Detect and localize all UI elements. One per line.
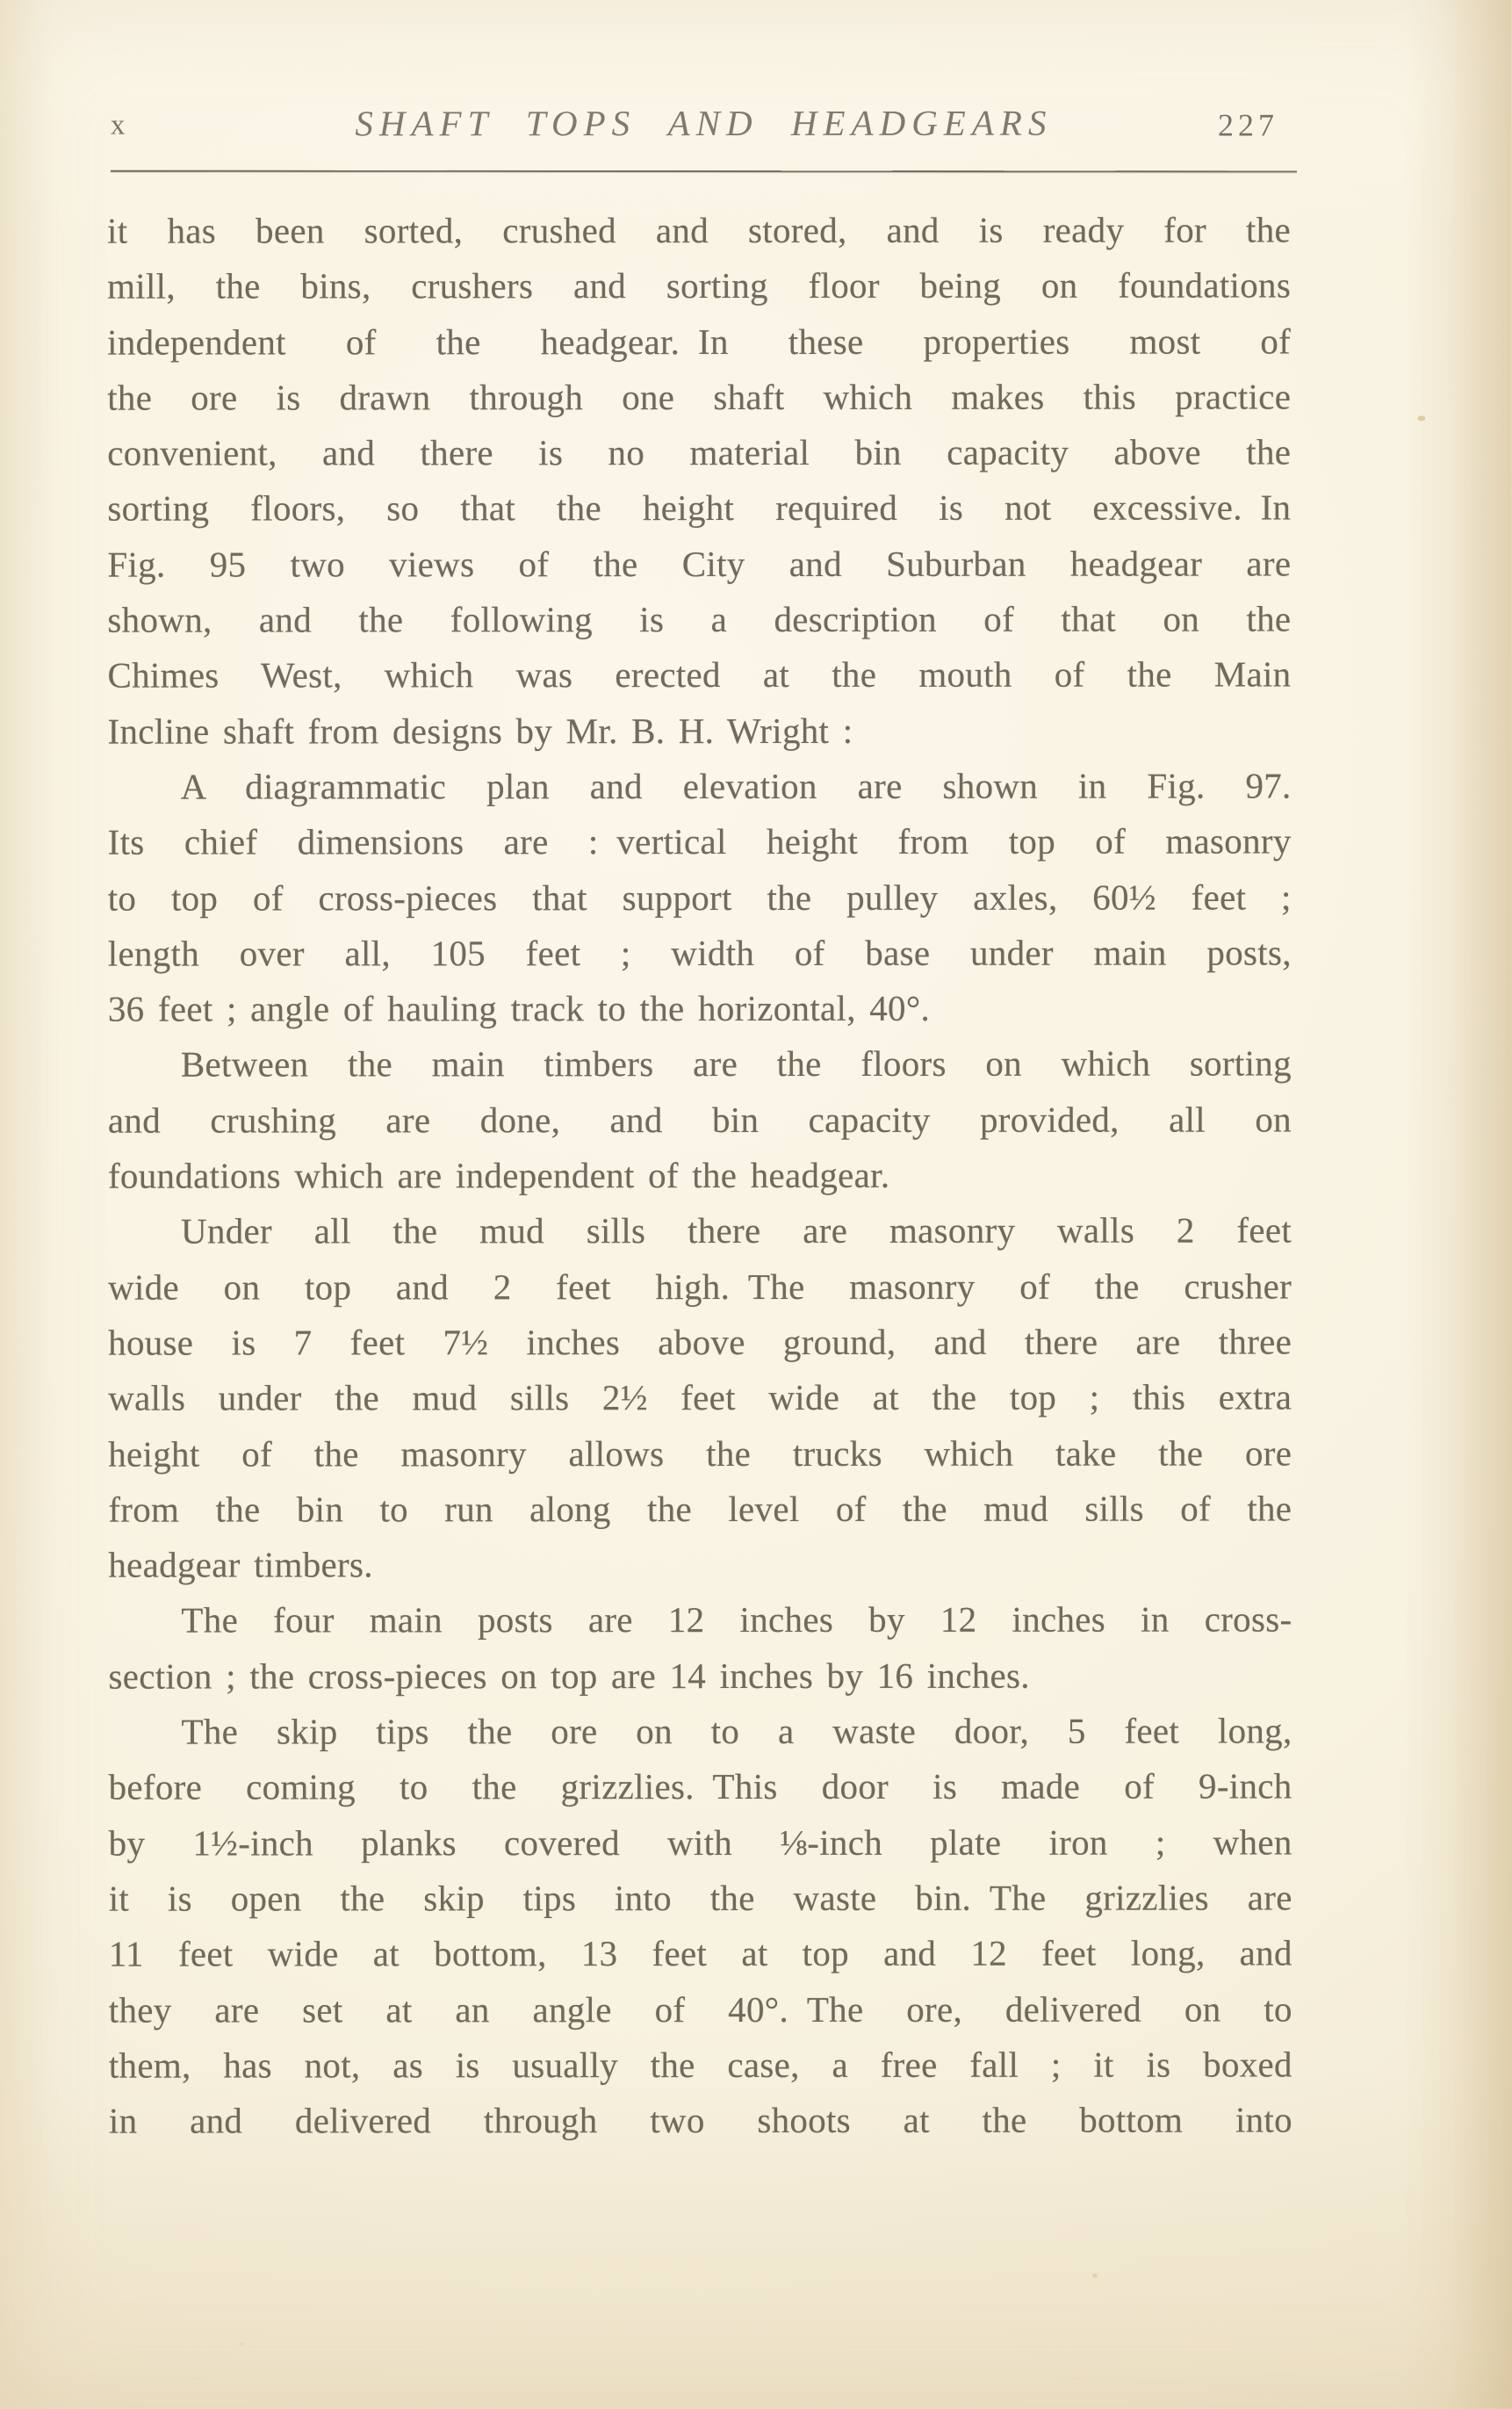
text-line: before coming to the grizzlies. This door is made of 9-inch [108,1765,1292,1807]
text-line: height of the masonry allows the trucks which take the ore [108,1432,1292,1475]
page-number: 227 [1217,107,1278,143]
text-line: by 1½-inch planks covered with ⅛-inch plate iron ; when [108,1821,1292,1864]
text-line: it is open the skip tips into the waste bin. The grizzlies are [108,1877,1292,1919]
text-line: in and delivered through two shoots at the bottom into [108,2099,1292,2141]
text-line: it has been sorted, crushed and stored, and is ready for the [107,209,1292,251]
text-line: The skip tips the ore on to a waste door, 5 feet long, [181,1710,1292,1752]
text-line: and crushing are done, and bin capacity provided, all on [107,1099,1292,1141]
page-edge-shadow [1450,0,1512,2408]
page-header-signature: x [110,109,126,141]
text-line: Between the main timbers are the floors on which sorting [180,1042,1292,1085]
text-line: The four main posts are 12 inches by 12 inches in cross- [181,1598,1292,1641]
paragraph [108,1703,1292,2149]
text-line: Incline shaft from designs by Mr. B. H. Wright : [107,710,853,752]
paragraph [107,202,1292,759]
text-line: Fig. 95 two views of the City and Suburban headgear are [107,543,1292,585]
text-line: from the bin to run along the level of the mud sills of the [108,1488,1292,1530]
paragraph [108,758,1292,1037]
text-line: house is 7 feet 7½ inches above ground, and there are three [108,1321,1292,1363]
text-line: 11 feet wide at bottom, 13 feet at top and 12 feet long, and [108,1932,1292,1974]
text-line: Chimes West, which was erected at the mouth of the Main [107,653,1292,696]
text-line: 36 feet ; angle of hauling track to the horizontal, 40°. [107,987,931,1029]
page-header-title: SHAFT TOPS AND HEADGEARS [355,102,1053,144]
text-line: convenient, and there is no material bin capacity above the [107,431,1292,473]
paper-speck [1092,2274,1098,2278]
text-line: Its chief dimensions are : vertical height from top of masonry [107,820,1292,862]
text-line: shown, and the following is a description of that on the [107,598,1292,640]
header-rule [111,170,1297,173]
text-line: mill, the bins, crushers and sorting floor being on foundations [107,264,1292,307]
text-line: foundations which are independent of the headgear. [107,1154,890,1196]
text-line: A diagrammatic plan and elevation are shown in Fig. 97. [180,765,1292,807]
paragraph [108,1036,1292,1204]
paper-speck [239,2342,243,2346]
text-line: headgear timbers. [108,1544,373,1585]
text-line: them, has not, as is usually the case, a free fall ; it is boxed [108,2044,1292,2086]
text-line: section ; the cross-pieces on top are 14 inches by 16 inches. [108,1655,1030,1697]
text-line: sorting floors, so that the height required is not excessive. In [107,487,1292,530]
body-text [107,202,1292,2149]
text-line: Under all the mud sills there are masonry walls 2 feet [181,1209,1292,1251]
paper-speck [1417,415,1425,421]
text-line: walls under the mud sills 2½ feet wide at the top ; this extra [108,1376,1292,1418]
text-line: wide on top and 2 feet high. The masonry of the crusher [108,1266,1292,1308]
text-line: they are set at an angle of 40°. The ore, delivered on to [108,1987,1292,2030]
text-line: to top of cross-pieces that support the pulley axles, 60½ feet ; [107,876,1292,919]
paragraph [108,1592,1292,1705]
text-line: independent of the headgear. In these properties most of [107,321,1292,363]
text-line: length over all, 105 feet ; width of base under main posts, [107,932,1292,974]
paragraph [108,1203,1292,1593]
text-line: the ore is drawn through one shaft which makes this practice [107,376,1292,418]
